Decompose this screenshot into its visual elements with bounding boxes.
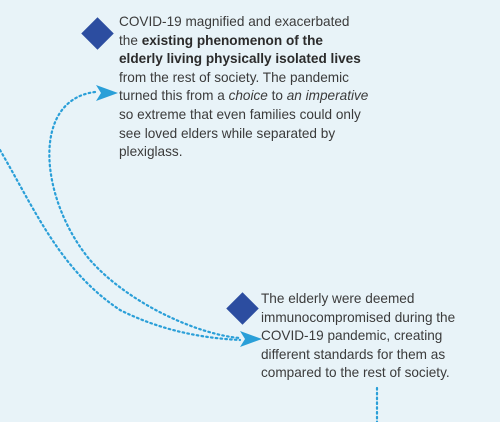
note-italic: choice [228, 88, 268, 104]
note-immunocompromised: The elderly were deemed immunocompromised during the COVID-19 pandemic, creating different standards for them as compared to the rest of society. [261, 291, 456, 381]
arrowhead-second-note [240, 331, 262, 347]
note-emphasis: existing phenomenon of the elderly living physically isolated lives [119, 32, 361, 67]
note-text: so extreme that even families could only see loved elders while separated by plexiglass. [119, 106, 361, 160]
note-isolation [119, 13, 369, 162]
arrowhead-first-note [96, 85, 118, 101]
note-text: COVID-19 magnified and exacerbated the [119, 14, 350, 48]
note-text: from the rest of society. The pandemic turned this from a [119, 69, 349, 104]
connector-from-left-edge [0, 150, 240, 340]
note-italic: an imperative [286, 88, 369, 104]
note-text: to [267, 88, 287, 104]
